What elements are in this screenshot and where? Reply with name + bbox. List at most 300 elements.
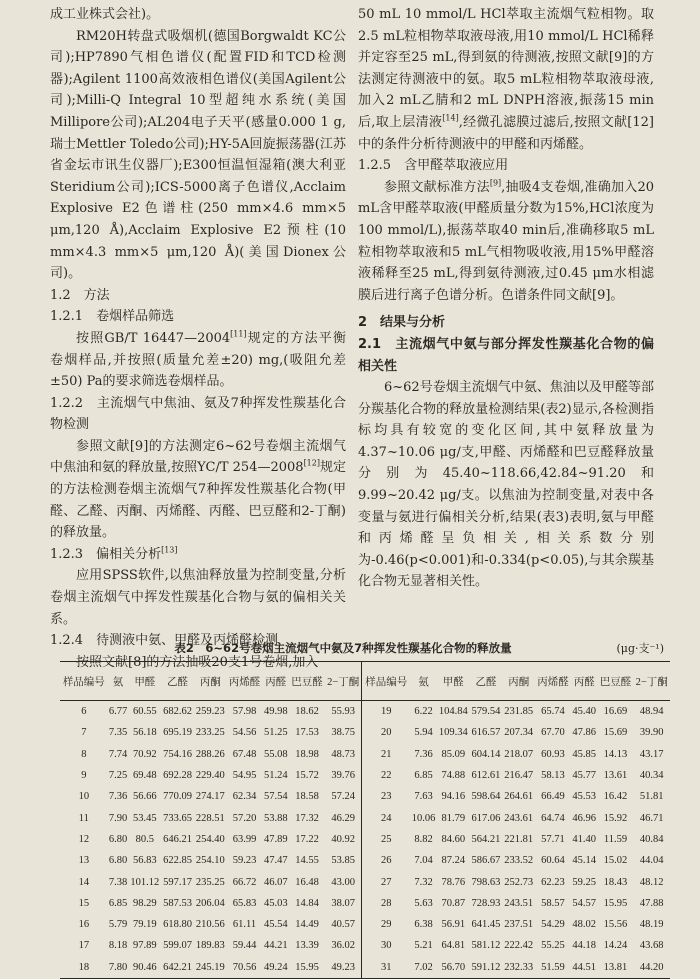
table-cell: 10.06	[411, 812, 436, 824]
text-span: 规定的方法检测卷烟主流烟气7种挥发性羰基化合物(甲醛、乙醛、丙酮、丙烯醛、丙醛、巴豆醛和2-丁酮)的释放量。	[50, 460, 346, 541]
table-cell: 48.73	[325, 744, 362, 765]
column-header: 丙酮	[194, 662, 227, 701]
table-cell: 10	[78, 791, 90, 803]
table-row	[60, 871, 670, 892]
table-cell: 8.82	[414, 833, 433, 845]
right-column	[358, 4, 654, 593]
text-span: ,抽吸4支卷烟,准确加入20 mL含甲醛萃取液(甲醛质量分数为15%,HCl浓度为100 mmol/L),振荡萃取40 min后,准确移取5 mL粒相物萃取液和5 mL气相物吸收液,用15%甲醛溶液稀释至25 mL,得到氨待测液,过0.45 μm水相滤膜后进行离子色谱分析。色谱条件同文献[9]。	[358, 179, 654, 303]
table-cell: 47.47	[263, 855, 288, 867]
table-cell: 43.00	[325, 871, 362, 892]
table-row	[60, 914, 670, 935]
table-cell: 57.98	[232, 706, 257, 718]
table-cell: 81.79	[441, 812, 466, 824]
table-cell: 51.25	[263, 727, 288, 739]
table-row	[60, 957, 670, 979]
table-cell: 7.25	[108, 770, 128, 782]
table-cell: 216.47	[504, 770, 534, 782]
table-cell: 20	[381, 727, 392, 739]
table-cell: 78.76	[441, 876, 466, 888]
table-cell: 15.69	[603, 727, 628, 739]
table-cell: 229.40	[195, 770, 225, 782]
table-cell: 646.21	[163, 833, 192, 845]
table-cell: 17.32	[295, 812, 319, 824]
table-cell: 70.92	[133, 748, 157, 760]
table-cell: 237.51	[504, 919, 534, 931]
heading-1-2: 1.2 方法	[50, 287, 110, 303]
table-cell: 74.88	[441, 770, 466, 782]
column-header: 氨	[108, 662, 129, 701]
table-cell: 56.66	[133, 791, 157, 803]
table-cell: 69.48	[133, 770, 157, 782]
data-table	[60, 661, 670, 979]
table-cell: 16	[78, 919, 90, 931]
table-cell: 58.13	[541, 770, 565, 782]
column-header: 甲醛	[437, 662, 470, 701]
table-cell: 70.56	[227, 957, 263, 979]
table-cell: 564.21	[471, 833, 501, 845]
table-cell: 70.87	[441, 897, 466, 909]
table-cell: 60.93	[541, 748, 565, 760]
table-cell: 210.56	[195, 919, 225, 931]
table-cell: 5.94	[414, 727, 433, 739]
table-cell: 53.88	[263, 812, 288, 824]
table-cell: 8.18	[108, 940, 128, 952]
table-cell: 31	[362, 957, 410, 979]
table-cell: 48.02	[572, 919, 597, 931]
citation-ref: [12]	[303, 459, 320, 469]
table-cell: 581.12	[471, 940, 501, 952]
table-cell: 7.36	[414, 748, 433, 760]
table-cell: 30	[381, 940, 392, 952]
table-cell: 207.34	[504, 727, 534, 739]
table-cell: 5.79	[108, 919, 128, 931]
table-cell: 18.58	[295, 791, 319, 803]
table-row	[60, 829, 670, 850]
table-cell: 616.57	[471, 727, 501, 739]
table-cell: 591.12	[470, 957, 503, 979]
table-cell: 243.51	[504, 897, 534, 909]
table-cell: 206.04	[195, 897, 225, 909]
table-cell: 733.65	[163, 812, 192, 824]
text-span: 参照文献标准方法	[384, 179, 490, 195]
column-header: 丙酮	[502, 662, 535, 701]
table-cell: 101.12	[130, 876, 160, 888]
table-cell: 49.24	[262, 957, 289, 979]
table-cell: 59.25	[572, 876, 597, 888]
table-cell: 90.46	[128, 957, 161, 979]
table-cell: 7.36	[108, 791, 128, 803]
table-cell: 61.11	[232, 919, 257, 931]
table-cell: 49.98	[263, 706, 288, 718]
table-cell: 7.04	[414, 855, 433, 867]
heading-text: 1.2.3 偏相关分析	[50, 546, 162, 562]
table-cell: 254.40	[195, 833, 225, 845]
column-header: 2−丁酮	[633, 662, 670, 701]
table-cell: 6.85	[414, 770, 433, 782]
table-cell: 682.62	[163, 706, 192, 718]
table-cell: 233.52	[504, 855, 534, 867]
table-cell: 85.09	[441, 748, 466, 760]
table-cell: 66.49	[541, 791, 565, 803]
table-cell: 15	[78, 897, 90, 909]
table-cell: 54.29	[541, 919, 565, 931]
table-cell: 7.02	[410, 957, 437, 979]
heading-2-1: 2.1 主流烟气中氨与部分挥发性羰基化合物的偏相关性	[358, 336, 654, 374]
column-header: 甲醛	[128, 662, 161, 701]
table-cell: 16.69	[603, 706, 628, 718]
table-cell: 62.34	[232, 791, 257, 803]
table-cell: 98.29	[133, 897, 157, 909]
table-cell: 579.54	[471, 706, 501, 718]
table-cell: 5.21	[414, 940, 433, 952]
table-cell: 7.32	[414, 876, 433, 888]
table-row	[60, 744, 670, 765]
table-cell: 14.13	[603, 748, 628, 760]
table-cell: 36.02	[325, 935, 362, 956]
column-header: 样品编号	[362, 662, 410, 701]
table-cell: 51.59	[535, 957, 571, 979]
table-cell: 13.81	[598, 957, 634, 979]
text-span: 规定的方法平衡卷烟样品,并按照(质量允差±20) mg,(吸阻允差±50) Pa的要求筛选卷烟样品。	[50, 330, 346, 390]
table-cell: 233.25	[195, 727, 225, 739]
table-cell: 728.93	[471, 897, 501, 909]
table-header-row	[60, 662, 670, 701]
table-cell: 45.03	[263, 897, 288, 909]
table-cell: 221.81	[504, 833, 534, 845]
column-header: 巴豆醛	[289, 662, 325, 701]
column-header: 乙醛	[161, 662, 194, 701]
table-cell: 15.95	[289, 957, 325, 979]
paragraph-1-2-4: 按照文献[8]的方法抽吸20支1号卷烟,加入	[76, 654, 319, 670]
table-cell: 40.84	[639, 833, 664, 845]
citation-ref: [9]	[489, 178, 502, 188]
table-cell: 235.25	[195, 876, 225, 888]
table-row	[60, 807, 670, 828]
table-cell: 54.57	[572, 897, 597, 909]
table-cell: 15.92	[603, 812, 628, 824]
table-cell: 692.28	[163, 770, 192, 782]
table-cell: 45.77	[572, 770, 597, 782]
table-cell: 39.76	[325, 765, 362, 786]
table-cell: 7.90	[108, 812, 128, 824]
table-cell: 288.26	[195, 748, 225, 760]
table-cell: 14.84	[295, 897, 319, 909]
table-cell: 27	[381, 876, 392, 888]
table-cell: 29	[381, 919, 392, 931]
table-cell: 6.77	[108, 706, 128, 718]
table-cell: 56.91	[441, 919, 466, 931]
table-cell: 617.06	[471, 812, 501, 824]
table-cell: 48.19	[639, 919, 664, 931]
table-cell: 53.85	[325, 850, 362, 871]
table-cell: 695.19	[163, 727, 192, 739]
table-row	[60, 893, 670, 914]
table-cell: 6.38	[414, 919, 433, 931]
text-span: 按照GB/T 16447—2004	[76, 330, 231, 346]
table-row	[60, 722, 670, 743]
table-cell: 264.61	[504, 791, 534, 803]
text-span: 参照文献[9]的方法测定6~62号卷烟主流烟气中焦油和氨的释放量,按照YC/T 254—2008	[50, 438, 346, 476]
table-cell: 14	[78, 876, 90, 888]
table-cell: 40.34	[639, 770, 664, 782]
table-cell: 51.24	[263, 770, 288, 782]
table-cell: 222.42	[504, 940, 534, 952]
table-cell: 94.16	[441, 791, 466, 803]
table-cell: 18.98	[295, 748, 319, 760]
table-cell: 7.74	[108, 748, 128, 760]
table-cell: 23	[381, 791, 392, 803]
table-cell: 56.70	[437, 957, 470, 979]
paragraph-2-1: 6~62号卷烟主流烟气中氨、焦油以及甲醛等部分羰基化合物的释放量检测结果(表2)显示,各检测指标均具有较宽的变化区间,其中氨释放量为4.37~10.06 μg/支,甲醛、丙烯醛和巴豆醛释放量分别为45.40~118.66,42.84~91.20和9.99~20.42 μg/支。以焦油为控制变量,对表中各变量与氨进行偏相关分析,结果(表3)表明,氨与甲醛和丙烯醛呈负相关,相关系数分别为-0.46(p<0.001)和-0.334(p<0.05),与其余羰基化合物无显著相关性。	[358, 380, 654, 590]
heading-1-2-1: 1.2.1 卷烟样品筛选	[50, 309, 175, 325]
text-span: 50 mL 10 mmol/L HCl萃取主流烟气粒相物。取2.5 mL粒相物萃取液母液,用10 mmol/L HCl稀释并定容至25 mL,得到氨的待测液,按照文献[9]的方法测定待测液中的氨。取5 mL粒相物萃取液母液,加入2 mL乙腈和2 mL DNPH溶液,振荡15 min后,取上层清液	[358, 7, 654, 130]
table-row	[60, 850, 670, 871]
table-cell: 586.67	[471, 855, 501, 867]
table-cell: 6.22	[414, 706, 433, 718]
table-body	[60, 701, 670, 979]
table-cell: 62.23	[541, 876, 565, 888]
table-cell: 17.53	[295, 727, 319, 739]
table-cell: 15.95	[603, 897, 628, 909]
table-cell: 87.24	[441, 855, 466, 867]
table-cell: 65.83	[232, 897, 257, 909]
table-cell: 65.74	[541, 706, 565, 718]
table-cell: 55.93	[325, 701, 362, 723]
paragraph-continuation: 成工业株式会社)。	[50, 7, 160, 22]
table-cell: 6.85	[108, 897, 128, 909]
table-cell: 45.53	[572, 791, 597, 803]
table-cell: 84.60	[441, 833, 466, 845]
table-cell: 18	[60, 957, 108, 979]
table-cell: 11	[78, 812, 89, 824]
table-cell: 44.21	[263, 940, 288, 952]
table-cell: 16.48	[295, 876, 319, 888]
table-cell: 40.57	[325, 914, 362, 935]
table-cell: 56.18	[133, 727, 157, 739]
table-cell: 43.68	[639, 940, 664, 952]
paragraph-1-2-3: 应用SPSS软件,以焦油释放量为控制变量,分析卷烟主流烟气中挥发性羰基化合物与氨的偏相关关系。	[50, 568, 346, 627]
column-header: 样品编号	[60, 662, 108, 701]
table-cell: 44.51	[571, 957, 598, 979]
table-cell: 97.89	[133, 940, 157, 952]
table-cell: 57.24	[325, 786, 362, 807]
table-cell: 641.45	[471, 919, 501, 931]
heading-1-2-2: 1.2.2 主流烟气中焦油、氨及7种挥发性羰基化合物检测	[50, 395, 346, 433]
table-cell: 8	[81, 748, 87, 760]
table-cell: 12	[78, 833, 90, 845]
table-title: 表2 6~62号卷烟主流烟气中氨及7种挥发性羰基化合物的释放量	[174, 641, 512, 655]
table-cell: 604.14	[471, 748, 501, 760]
table-cell: 64.81	[441, 940, 466, 952]
citation-ref: [13]	[161, 545, 178, 555]
table-cell: 6.80	[108, 833, 128, 845]
table-cell: 104.84	[438, 706, 468, 718]
paragraph-instruments: RM20H转盘式吸烟机(德国Borgwaldt KC公司);HP7890气相色谱仪(配置FID和TCD检测器);Agilent 1100高效液相色谱仪(美国Agilent公司);Milli-Q Integral 10型超纯水系统(美国Millipore公司);AL204电子天平(感量0.000 1 g,瑞士Mettler Toledo公司);HY-5A回旋振荡器(江苏省金坛市讯生仪器厂);E300恒温恒湿箱(澳大利亚Steridium公司);ICS-5000离子色谱仪,Acclaim Explosive E2色谱柱(250 mm×4.6 mm×5 μm,120 Å),Acclaim Explosive E2预柱(10 mm×4.3 mm×5 μm,120 Å)(美国Dionex公司)。	[50, 28, 346, 282]
citation-ref: [14]	[442, 113, 459, 123]
table-unit: (μg·支⁻¹)	[616, 642, 664, 655]
citation-ref: [11]	[230, 329, 247, 339]
table-cell: 252.73	[504, 876, 534, 888]
table-cell: 254.10	[195, 855, 225, 867]
column-header: 丙醛	[571, 662, 598, 701]
table-cell: 798.63	[471, 876, 501, 888]
table-cell: 618.80	[163, 919, 192, 931]
column-header: 氨	[410, 662, 437, 701]
table-cell: 7.35	[108, 727, 128, 739]
table-cell: 598.64	[471, 791, 501, 803]
table-cell: 243.61	[504, 812, 534, 824]
table-cell: 754.16	[163, 748, 192, 760]
table-cell: 17.22	[295, 833, 319, 845]
table-cell: 39.90	[639, 727, 664, 739]
table-cell: 6	[81, 706, 87, 718]
table-cell: 26	[381, 855, 392, 867]
column-header: 丙烯醛	[535, 662, 571, 701]
table-cell: 45.40	[572, 706, 597, 718]
table-cell: 7.38	[108, 876, 128, 888]
table-cell: 231.85	[504, 706, 534, 718]
table-cell: 38.07	[325, 893, 362, 914]
table-cell: 15.02	[603, 855, 628, 867]
table-cell: 79.19	[133, 919, 157, 931]
table-cell: 13.61	[603, 770, 628, 782]
table-cell: 48.12	[639, 876, 664, 888]
table-cell: 41.40	[572, 833, 597, 845]
table-cell: 16.42	[603, 791, 628, 803]
column-header: 乙醛	[470, 662, 503, 701]
table-cell: 57.71	[541, 833, 565, 845]
table-cell: 44.18	[572, 940, 597, 952]
table-cell: 622.85	[163, 855, 192, 867]
table-cell: 45.85	[572, 748, 597, 760]
table-cell: 770.09	[163, 791, 192, 803]
table-cell: 66.72	[232, 876, 257, 888]
table-cell: 22	[381, 770, 392, 782]
table-cell: 9	[81, 770, 87, 782]
paragraph-continuation	[358, 4, 654, 155]
table-cell: 60.55	[133, 706, 157, 718]
table-cell: 11.59	[603, 833, 628, 845]
table-cell: 46.07	[263, 876, 288, 888]
table-cell: 55.08	[263, 748, 288, 760]
table-cell: 6.80	[108, 855, 128, 867]
table-cell: 47.86	[572, 727, 597, 739]
table-cell: 54.56	[232, 727, 257, 739]
column-header: 丙烯醛	[227, 662, 263, 701]
table-cell: 13	[78, 855, 90, 867]
table-cell: 67.70	[541, 727, 565, 739]
table-cell: 57.20	[232, 812, 257, 824]
heading-1-2-4: 1.2.4 待测液中氨、甲醛及丙烯醛检测	[50, 633, 279, 649]
table-cell: 38.75	[325, 722, 362, 743]
table-cell: 67.48	[232, 748, 257, 760]
heading-1-2-3	[50, 544, 346, 566]
paragraph-1-2-5	[358, 177, 654, 307]
table-cell: 612.61	[471, 770, 501, 782]
table-cell: 64.74	[541, 812, 565, 824]
table-cell: 218.07	[504, 748, 534, 760]
table-cell: 56.83	[133, 855, 157, 867]
table-cell: 45.14	[572, 855, 597, 867]
table-cell: 109.34	[438, 727, 468, 739]
table-cell: 48.94	[639, 706, 664, 718]
table-cell: 18.62	[295, 706, 319, 718]
table-cell: 597.17	[163, 876, 192, 888]
text-span: ,经微孔滤膜过滤后,按照文献[12]中的条件分析待测液中的甲醛和丙烯醛。	[358, 114, 654, 152]
table-cell: 47.88	[639, 897, 664, 909]
table-cell: 59.44	[232, 940, 257, 952]
table-cell: 59.23	[232, 855, 257, 867]
table-cell: 46.96	[572, 812, 597, 824]
table-cell: 40.92	[325, 829, 362, 850]
table-cell: 44.04	[639, 855, 664, 867]
table-cell: 57.54	[263, 791, 288, 803]
table-cell: 232.33	[502, 957, 535, 979]
table-cell: 17	[78, 940, 90, 952]
table-cell: 599.07	[163, 940, 192, 952]
table-cell: 28	[381, 897, 392, 909]
table-cell: 587.53	[163, 897, 192, 909]
table-cell: 7.63	[414, 791, 433, 803]
table-cell: 13.39	[295, 940, 319, 952]
table-cell: 24	[381, 812, 392, 824]
table-row	[60, 701, 670, 723]
table-cell: 259.23	[195, 706, 225, 718]
table-cell: 80.5	[135, 833, 154, 845]
table-cell: 45.54	[263, 919, 288, 931]
table-cell: 7.80	[108, 957, 129, 979]
table-cell: 25	[381, 833, 392, 845]
table-cell: 642.21	[161, 957, 194, 979]
table-cell: 43.17	[639, 748, 664, 760]
table-cell: 14.55	[295, 855, 319, 867]
table-cell: 54.95	[232, 770, 257, 782]
table-cell: 18.43	[603, 876, 628, 888]
table-cell: 228.51	[195, 812, 225, 824]
paragraph-1-2-1	[50, 328, 346, 393]
table-cell: 15.72	[295, 770, 319, 782]
table-row	[60, 935, 670, 956]
column-header: 巴豆醛	[598, 662, 634, 701]
column-header: 2−丁酮	[325, 662, 362, 701]
table-cell: 49.23	[325, 957, 362, 979]
table-row	[60, 765, 670, 786]
left-column	[50, 4, 346, 673]
column-header: 丙醛	[262, 662, 289, 701]
table-cell: 21	[381, 748, 392, 760]
table-cell: 63.99	[232, 833, 257, 845]
heading-2: 2 结果与分析	[358, 315, 446, 331]
table-cell: 274.17	[195, 791, 225, 803]
table-cell: 44.20	[633, 957, 670, 979]
table-cell: 58.57	[541, 897, 565, 909]
table-cell: 51.81	[639, 791, 664, 803]
table-cell: 55.25	[541, 940, 565, 952]
table-cell: 245.19	[194, 957, 227, 979]
table-cell: 14.24	[603, 940, 628, 952]
table-cell: 5.63	[414, 897, 433, 909]
table-cell: 189.83	[195, 940, 225, 952]
table-cell: 60.64	[541, 855, 565, 867]
heading-1-2-5: 1.2.5 含甲醛萃取液应用	[358, 158, 509, 174]
table-cell: 53.45	[133, 812, 157, 824]
table-row	[60, 786, 670, 807]
table-cell: 15.56	[603, 919, 628, 931]
paragraph-1-2-2	[50, 436, 346, 544]
table-cell: 14.49	[295, 919, 319, 931]
table-cell: 19	[381, 706, 392, 718]
table-cell: 46.71	[639, 812, 664, 824]
